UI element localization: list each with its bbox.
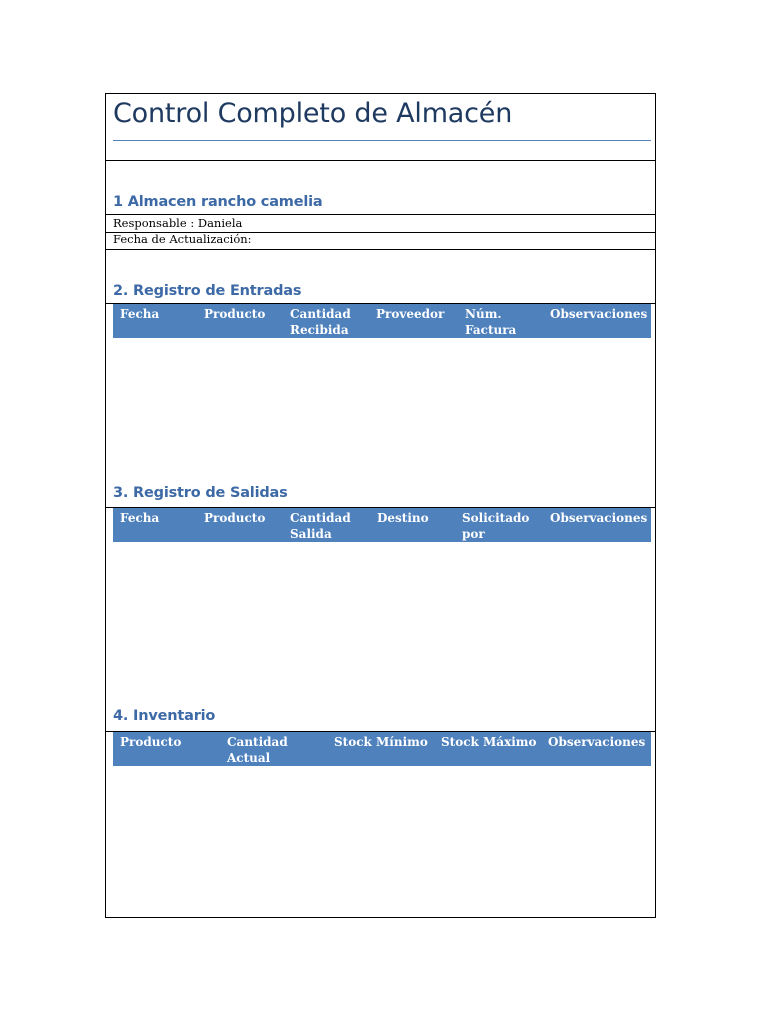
entradas-col-cantidad-recibida: Cantidad Recibida [290,307,351,337]
section-entradas-heading: 2. Registro de Entradas [113,283,302,299]
salidas-col-cantidad-salida: Cantidad Salida [290,511,351,541]
entradas-col-proveedor: Proveedor [376,307,445,321]
divider-section-1 [106,214,655,215]
salidas-col-observaciones: Observaciones [550,511,648,525]
salidas-col-producto: Producto [204,511,266,525]
section-inventario-heading: 4. Inventario [113,708,216,724]
section-1-heading: 1 Almacen rancho camelia [113,194,323,210]
salidas-table-header [113,508,651,542]
divider-fecha [106,249,655,250]
divider-title [106,160,655,161]
inventario-col-stock-minimo: Stock Mínimo [334,735,428,749]
entradas-col-num-factura: Núm. Factura [465,307,517,337]
inventario-col-producto: Producto [120,735,182,749]
salidas-col-solicitado-por: Solicitado por [462,511,530,541]
inventario-col-cantidad-actual: Cantidad Actual [227,735,288,765]
entradas-col-fecha: Fecha [120,307,160,321]
entradas-table-header [113,304,651,338]
fecha-actualizacion-line: Fecha de Actualización: [113,232,252,246]
document-frame [105,93,656,918]
inventario-table-header [113,732,651,766]
page-title: Control Completo de Almacén [113,98,513,129]
inventario-col-observaciones: Observaciones [548,735,646,749]
section-salidas-heading: 3. Registro de Salidas [113,485,288,501]
inventario-col-stock-maximo: Stock Máximo [441,735,537,749]
title-underline [113,140,651,141]
salidas-col-fecha: Fecha [120,511,160,525]
entradas-col-observaciones: Observaciones [550,307,648,321]
salidas-col-destino: Destino [377,511,429,525]
entradas-col-producto: Producto [204,307,266,321]
responsable-line: Responsable : Daniela [113,216,243,230]
